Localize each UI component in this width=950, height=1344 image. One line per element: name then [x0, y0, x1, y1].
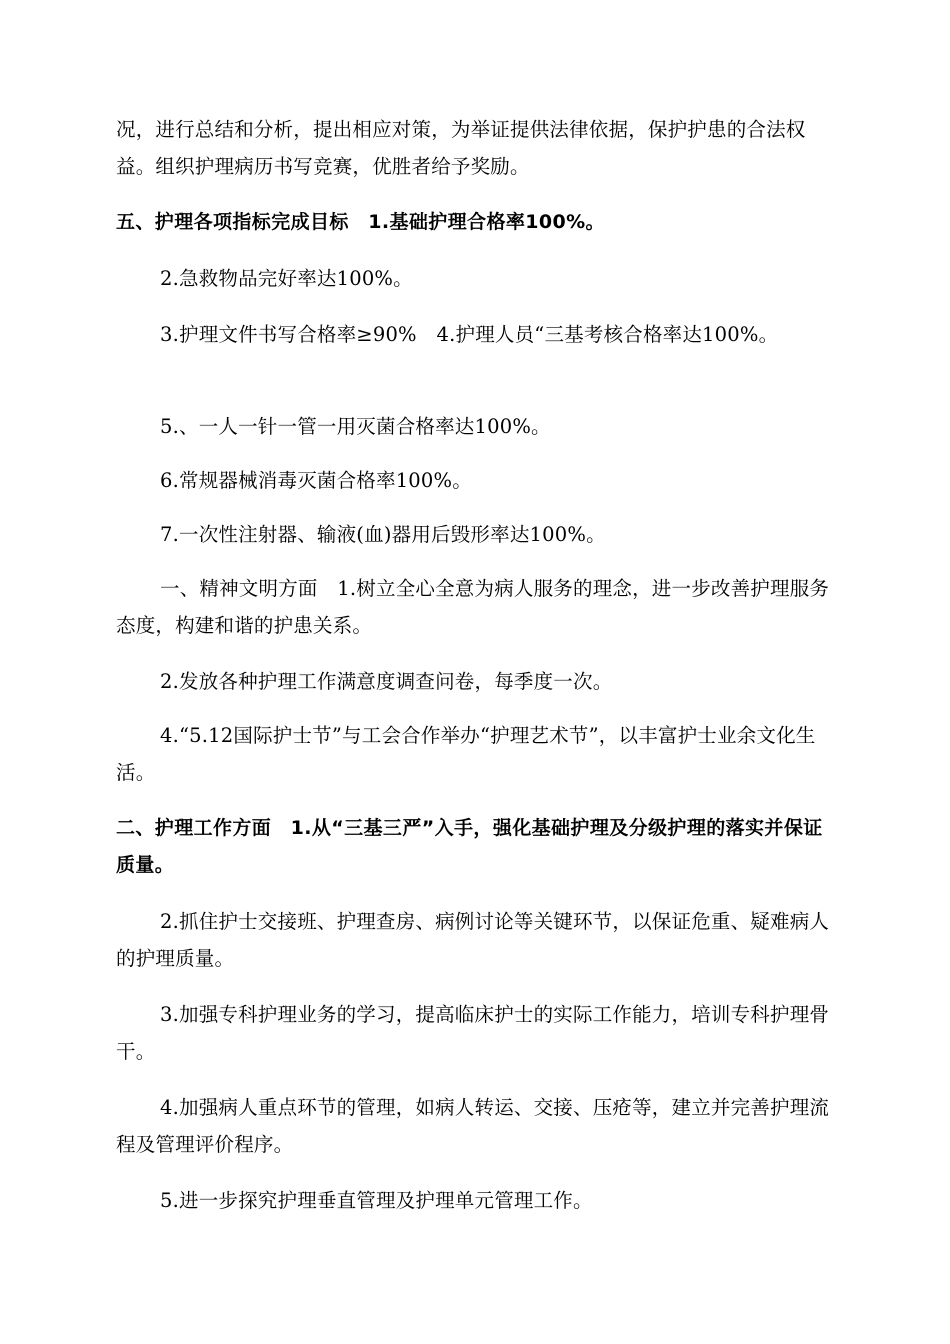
paragraph-nurses-day: 4.“5.12国际护士节”与工会合作举办“护理艺术节”，以丰富护士业余文化生活。 [116, 724, 816, 784]
paragraph-survey: 2.发放各种护理工作满意度调查问卷，每季度一次。 [160, 670, 613, 693]
heading-section-two-nursing-work: 二、护理工作方面 1.从“三基三严”入手，强化基础护理及分级护理的落实并保证质量。 [116, 817, 823, 876]
heading-section-five-targets: 五、护理各项指标完成目标 1.基础护理合格率100%。 [116, 211, 605, 233]
paragraph-specialty-training: 3.加强专科护理业务的学习，提高临床护士的实际工作能力，培训专科护理骨干。 [116, 1003, 830, 1063]
paragraph-item-5-sterilization: 5.、一人一针一管一用灭菌合格率达100%。 [160, 415, 551, 438]
paragraph-item-7-disposal: 7.一次性注射器、输液(血)器用后毁形率达100%。 [160, 523, 606, 546]
paragraph-item-3-4-documents: 3.护理文件书写合格率≥90% 4.护理人员“三基考核合格率达100%。 [160, 323, 779, 346]
paragraph-item-2-emergency: 2.急救物品完好率达100%。 [160, 267, 413, 290]
paragraph-legal-rights: 况，进行总结和分析，提出相应对策，为举证提供法律依据，保护护患的合法权益。组织护理病历书写竞赛，优胜者给予奖励。 [116, 118, 806, 178]
paragraph-section-one-civility: 一、精神文明方面 1.树立全心全意为病人服务的理念，进一步改善护理服务态度，构建和谐的护患关系。 [116, 577, 830, 637]
paragraph-item-6-disinfection: 6.常规器械消毒灭菌合格率100%。 [160, 469, 472, 492]
paragraph-handover: 2.抓住护士交接班、护理查房、病例讨论等关键环节，以保证危重、疑难病人的护理质量。 [116, 910, 830, 970]
paragraph-key-links: 4.加强病人重点环节的管理，如病人转运、交接、压疮等，建立并完善护理流程及管理评价程序。 [116, 1096, 830, 1156]
paragraph-vertical-management: 5.进一步探究护理垂直管理及护理单元管理工作。 [160, 1189, 593, 1212]
